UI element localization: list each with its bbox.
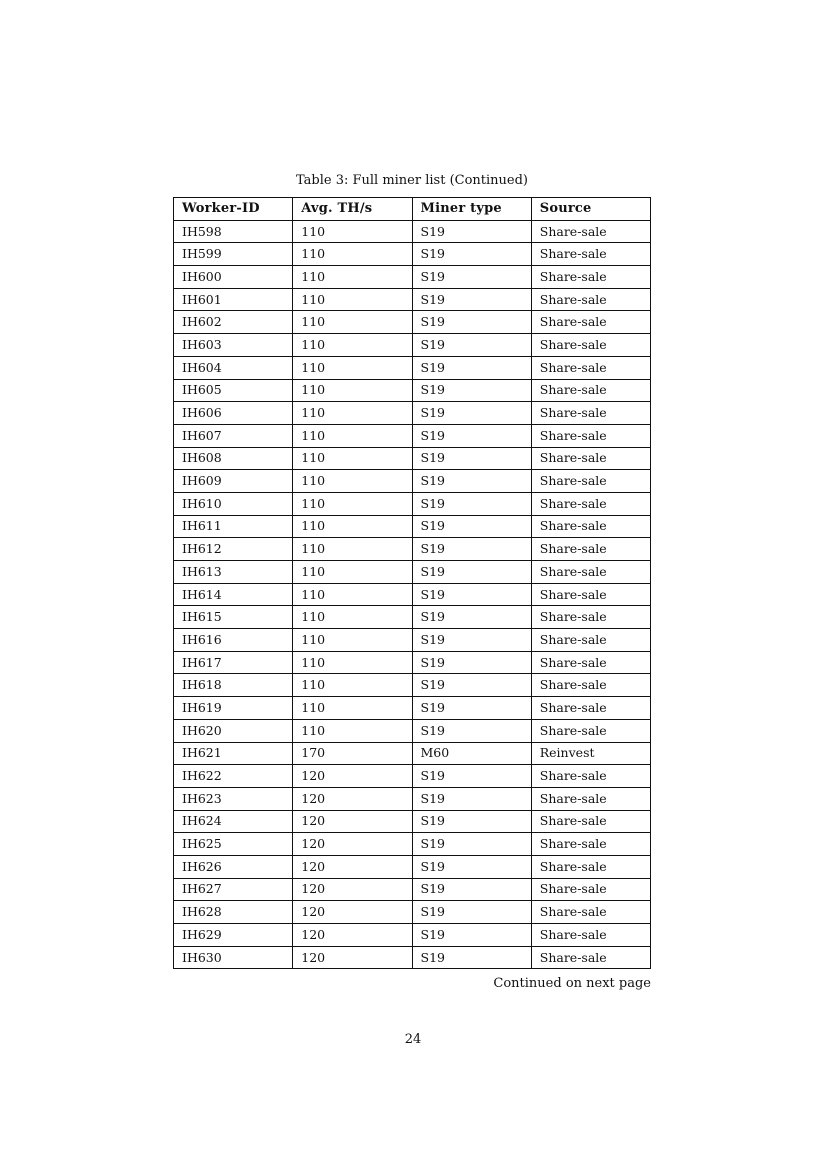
cell-avg-ths: 120 (293, 787, 412, 810)
table-row (174, 402, 651, 425)
header-worker-id: Worker-ID (174, 198, 293, 221)
cell-miner-type: S19 (412, 855, 531, 878)
cell-miner-type: S19 (412, 561, 531, 584)
cell-miner-type: S19 (412, 674, 531, 697)
cell-source: Share-sale (531, 901, 650, 924)
cell-avg-ths: 110 (293, 266, 412, 289)
table-row (174, 561, 651, 584)
table-row (174, 833, 651, 856)
table-row (174, 674, 651, 697)
cell-avg-ths: 110 (293, 606, 412, 629)
cell-avg-ths: 170 (293, 742, 412, 765)
cell-miner-type: S19 (412, 243, 531, 266)
table-row (174, 878, 651, 901)
cell-source: Share-sale (531, 674, 650, 697)
cell-avg-ths: 120 (293, 878, 412, 901)
cell-avg-ths: 120 (293, 924, 412, 947)
miner-table (173, 197, 651, 969)
cell-miner-type: S19 (412, 629, 531, 652)
header-avg-ths: Avg. TH/s (293, 198, 412, 221)
table-row (174, 243, 651, 266)
cell-miner-type: S19 (412, 402, 531, 425)
continued-note: Continued on next page (493, 976, 651, 991)
cell-source: Share-sale (531, 220, 650, 243)
cell-worker-id: IH619 (174, 697, 293, 720)
cell-source: Share-sale (531, 787, 650, 810)
cell-worker-id: IH620 (174, 719, 293, 742)
table-row (174, 356, 651, 379)
table-row (174, 538, 651, 561)
cell-worker-id: IH612 (174, 538, 293, 561)
cell-avg-ths: 120 (293, 810, 412, 833)
cell-miner-type: S19 (412, 492, 531, 515)
cell-source: Share-sale (531, 447, 650, 470)
cell-worker-id: IH598 (174, 220, 293, 243)
cell-avg-ths: 110 (293, 402, 412, 425)
cell-avg-ths: 110 (293, 311, 412, 334)
cell-worker-id: IH604 (174, 356, 293, 379)
table-row (174, 266, 651, 289)
cell-worker-id: IH605 (174, 379, 293, 402)
table-row (174, 334, 651, 357)
header-row (174, 198, 651, 221)
table-row (174, 855, 651, 878)
table-row (174, 492, 651, 515)
cell-worker-id: IH630 (174, 946, 293, 969)
cell-worker-id: IH602 (174, 311, 293, 334)
cell-miner-type: S19 (412, 651, 531, 674)
cell-miner-type: S19 (412, 379, 531, 402)
cell-miner-type: S19 (412, 697, 531, 720)
table-row (174, 311, 651, 334)
cell-avg-ths: 110 (293, 334, 412, 357)
cell-avg-ths: 110 (293, 379, 412, 402)
cell-source: Share-sale (531, 538, 650, 561)
cell-source: Share-sale (531, 924, 650, 947)
cell-worker-id: IH599 (174, 243, 293, 266)
cell-avg-ths: 120 (293, 901, 412, 924)
cell-avg-ths: 120 (293, 855, 412, 878)
header-source: Source (531, 198, 650, 221)
cell-source: Share-sale (531, 379, 650, 402)
cell-miner-type: M60 (412, 742, 531, 765)
cell-miner-type: S19 (412, 515, 531, 538)
cell-source: Share-sale (531, 288, 650, 311)
table-row (174, 447, 651, 470)
cell-worker-id: IH607 (174, 424, 293, 447)
cell-avg-ths: 110 (293, 697, 412, 720)
cell-avg-ths: 120 (293, 833, 412, 856)
table-row (174, 697, 651, 720)
table-row (174, 924, 651, 947)
cell-source: Share-sale (531, 629, 650, 652)
header-miner-type: Miner type (412, 198, 531, 221)
table-row (174, 946, 651, 969)
table-row (174, 742, 651, 765)
cell-worker-id: IH610 (174, 492, 293, 515)
cell-worker-id: IH629 (174, 924, 293, 947)
cell-avg-ths: 110 (293, 243, 412, 266)
cell-miner-type: S19 (412, 356, 531, 379)
cell-miner-type: S19 (412, 924, 531, 947)
cell-worker-id: IH621 (174, 742, 293, 765)
cell-source: Share-sale (531, 878, 650, 901)
cell-source: Share-sale (531, 424, 650, 447)
cell-source: Share-sale (531, 833, 650, 856)
cell-avg-ths: 110 (293, 674, 412, 697)
cell-worker-id: IH626 (174, 855, 293, 878)
cell-worker-id: IH625 (174, 833, 293, 856)
cell-source: Share-sale (531, 311, 650, 334)
cell-miner-type: S19 (412, 606, 531, 629)
cell-miner-type: S19 (412, 787, 531, 810)
cell-miner-type: S19 (412, 583, 531, 606)
cell-miner-type: S19 (412, 719, 531, 742)
cell-worker-id: IH603 (174, 334, 293, 357)
table-row (174, 901, 651, 924)
cell-miner-type: S19 (412, 470, 531, 493)
cell-avg-ths: 110 (293, 515, 412, 538)
cell-worker-id: IH617 (174, 651, 293, 674)
cell-worker-id: IH614 (174, 583, 293, 606)
table-row (174, 424, 651, 447)
cell-source: Share-sale (531, 492, 650, 515)
cell-miner-type: S19 (412, 447, 531, 470)
cell-miner-type: S19 (412, 765, 531, 788)
cell-worker-id: IH623 (174, 787, 293, 810)
cell-miner-type: S19 (412, 266, 531, 289)
cell-worker-id: IH624 (174, 810, 293, 833)
cell-miner-type: S19 (412, 946, 531, 969)
cell-worker-id: IH609 (174, 470, 293, 493)
cell-source: Share-sale (531, 402, 650, 425)
table-row (174, 379, 651, 402)
cell-source: Share-sale (531, 606, 650, 629)
cell-avg-ths: 110 (293, 356, 412, 379)
cell-worker-id: IH608 (174, 447, 293, 470)
cell-worker-id: IH601 (174, 288, 293, 311)
cell-avg-ths: 120 (293, 946, 412, 969)
cell-source: Share-sale (531, 243, 650, 266)
cell-avg-ths: 110 (293, 470, 412, 493)
cell-avg-ths: 110 (293, 447, 412, 470)
cell-worker-id: IH622 (174, 765, 293, 788)
cell-source: Share-sale (531, 765, 650, 788)
cell-avg-ths: 110 (293, 629, 412, 652)
table-row (174, 765, 651, 788)
cell-source: Share-sale (531, 855, 650, 878)
cell-source: Share-sale (531, 697, 650, 720)
cell-miner-type: S19 (412, 878, 531, 901)
cell-miner-type: S19 (412, 311, 531, 334)
cell-source: Share-sale (531, 810, 650, 833)
cell-miner-type: S19 (412, 810, 531, 833)
cell-worker-id: IH613 (174, 561, 293, 584)
table-row (174, 220, 651, 243)
cell-avg-ths: 110 (293, 583, 412, 606)
cell-worker-id: IH616 (174, 629, 293, 652)
cell-worker-id: IH628 (174, 901, 293, 924)
table-row (174, 583, 651, 606)
table-row (174, 515, 651, 538)
miner-table-body (174, 220, 651, 969)
cell-source: Share-sale (531, 946, 650, 969)
cell-avg-ths: 110 (293, 719, 412, 742)
cell-source: Share-sale (531, 515, 650, 538)
cell-worker-id: IH606 (174, 402, 293, 425)
cell-avg-ths: 110 (293, 538, 412, 561)
cell-avg-ths: 120 (293, 765, 412, 788)
table-row (174, 787, 651, 810)
table-row (174, 629, 651, 652)
table-row (174, 606, 651, 629)
table-row (174, 719, 651, 742)
cell-avg-ths: 110 (293, 651, 412, 674)
table-row (174, 651, 651, 674)
cell-avg-ths: 110 (293, 492, 412, 515)
cell-avg-ths: 110 (293, 220, 412, 243)
cell-miner-type: S19 (412, 220, 531, 243)
table-row (174, 288, 651, 311)
page-number: 24 (404, 1032, 422, 1047)
cell-miner-type: S19 (412, 538, 531, 561)
cell-miner-type: S19 (412, 833, 531, 856)
cell-miner-type: S19 (412, 424, 531, 447)
cell-worker-id: IH615 (174, 606, 293, 629)
cell-miner-type: S19 (412, 334, 531, 357)
cell-source: Share-sale (531, 561, 650, 584)
table-row (174, 470, 651, 493)
miner-table-header (174, 198, 651, 221)
cell-worker-id: IH627 (174, 878, 293, 901)
table-caption: Table 3: Full miner list (Continued) (295, 173, 528, 188)
cell-worker-id: IH600 (174, 266, 293, 289)
cell-source: Share-sale (531, 334, 650, 357)
cell-source: Share-sale (531, 719, 650, 742)
cell-miner-type: S19 (412, 901, 531, 924)
cell-source: Share-sale (531, 356, 650, 379)
cell-source: Share-sale (531, 470, 650, 493)
cell-worker-id: IH618 (174, 674, 293, 697)
cell-source: Reinvest (531, 742, 650, 765)
cell-source: Share-sale (531, 651, 650, 674)
cell-source: Share-sale (531, 266, 650, 289)
cell-miner-type: S19 (412, 288, 531, 311)
cell-avg-ths: 110 (293, 561, 412, 584)
cell-source: Share-sale (531, 583, 650, 606)
table-row (174, 810, 651, 833)
cell-worker-id: IH611 (174, 515, 293, 538)
cell-avg-ths: 110 (293, 288, 412, 311)
cell-avg-ths: 110 (293, 424, 412, 447)
